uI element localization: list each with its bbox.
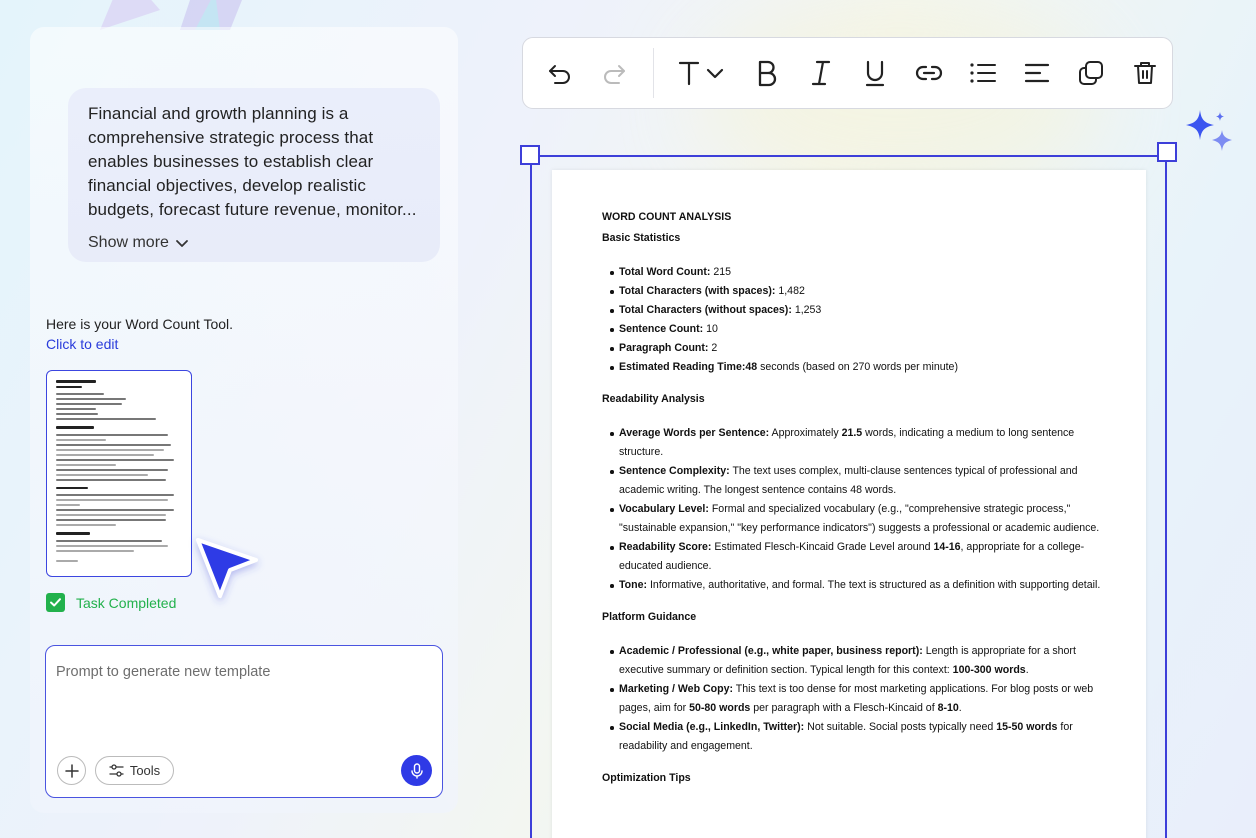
italic-icon	[809, 59, 833, 87]
reply-text: Here is your Word Count Tool.	[46, 316, 234, 332]
list-item: Average Words per Sentence: Approximately 21.5 words, indicating a medium to long sentence structure.	[602, 424, 1102, 462]
section-heading-platform-guidance: Platform Guidance	[602, 611, 697, 623]
list-item: Tone: Informative, authoritative, and formal. The text is structured as a definition with supporting detail.	[602, 576, 1102, 595]
list-item: Marketing / Web Copy: This text is too dense for most marketing applications. For blog posts or web pages, aim for 50-80 words per paragraph with a Flesch-Kincaid of 8-10.	[602, 680, 1102, 718]
bold-icon	[755, 59, 779, 87]
bold-button[interactable]	[752, 58, 782, 88]
list-item: Total Characters (with spaces): 1,482	[602, 282, 1102, 301]
trash-icon	[1133, 60, 1157, 86]
pointer-cursor-icon	[188, 530, 268, 610]
document-title: WORD COUNT ANALYSIS	[602, 211, 732, 223]
link-icon	[915, 63, 943, 83]
undo-button[interactable]	[545, 58, 575, 88]
text-style-icon	[676, 59, 732, 87]
resize-handle-top-left[interactable]	[520, 145, 540, 165]
plus-icon	[65, 764, 79, 778]
list-item: Total Word Count: 215	[602, 263, 1102, 282]
italic-button[interactable]	[806, 58, 836, 88]
undo-icon	[546, 61, 574, 85]
bullet-list-icon	[969, 62, 997, 84]
chevron-down-icon	[175, 236, 189, 250]
underline-icon	[863, 59, 887, 87]
add-button[interactable]	[57, 756, 86, 785]
document-thumbnail[interactable]	[46, 370, 192, 577]
duplicate-button[interactable]	[1076, 58, 1106, 88]
sliders-icon	[109, 764, 124, 777]
toolbar-divider	[653, 48, 654, 98]
list-item: Vocabulary Level: Formal and specialized vocabulary (e.g., "comprehensive strategic process," "sustainable expansion," "key performance indicators") suggests a professional or academic audience.	[602, 500, 1102, 538]
link-button[interactable]	[914, 58, 944, 88]
bullet-list-button[interactable]	[968, 58, 998, 88]
list-item: Readability Score: Estimated Flesch-Kincaid Grade Level around 14-16, appropriate for a college-educated audience.	[602, 538, 1102, 576]
section-heading-basic-statistics: Basic Statistics	[602, 232, 681, 244]
selection-frame	[530, 155, 1167, 838]
list-item: Sentence Count: 10	[602, 320, 1102, 339]
section-heading-readability: Readability Analysis	[602, 393, 705, 405]
task-status-label: Task Completed	[76, 594, 177, 611]
align-left-icon	[1024, 63, 1050, 83]
resize-handle-top-right[interactable]	[1157, 142, 1177, 162]
prompt-input[interactable]	[56, 664, 431, 734]
decorative-shape	[80, 0, 250, 30]
list-item: Paragraph Count: 2	[602, 339, 1102, 358]
align-left-button[interactable]	[1022, 58, 1052, 88]
list-item: Estimated Reading Time:48 seconds (based on 270 words per minute)	[602, 358, 1102, 377]
edit-link[interactable]: Click to edit	[46, 336, 119, 352]
underline-button[interactable]	[860, 58, 890, 88]
duplicate-icon	[1078, 60, 1104, 86]
list-item: Sentence Complexity: The text uses complex, multi-clause sentences typical of professional and academic writing. The longest sentence contains 48 words.	[602, 462, 1102, 500]
microphone-icon	[410, 763, 424, 779]
delete-button[interactable]	[1130, 58, 1160, 88]
editor-toolbar	[522, 37, 1173, 109]
list-item: Social Media (e.g., LinkedIn, Twitter): Not suitable. Social posts typically need 15-50 words for readability and engagement.	[602, 718, 1102, 756]
message-summary: Financial and growth planning is a comprehensive strategic process that enables businesses to establish clear financial objectives, develop realistic budgets, forecast future revenue, monitor...	[88, 104, 417, 219]
redo-button[interactable]	[599, 58, 629, 88]
checkbox-checked-icon	[46, 593, 65, 612]
task-status	[46, 593, 176, 612]
prompt-box	[45, 645, 443, 798]
sparkle-icon	[1182, 110, 1238, 158]
text-style-button[interactable]	[676, 58, 732, 88]
microphone-button[interactable]	[401, 755, 432, 786]
tools-label: Tools	[129, 763, 161, 778]
redo-icon	[600, 61, 628, 85]
list-item: Total Characters (without spaces): 1,253	[602, 301, 1102, 320]
show-more-label: Show more	[88, 234, 169, 251]
section-heading-optimization-tips: Optimization Tips	[602, 772, 691, 784]
show-more-button[interactable]	[88, 234, 418, 252]
tools-button[interactable]	[95, 756, 174, 785]
message-bubble	[68, 88, 440, 262]
list-item: Academic / Professional (e.g., white paper, business report): Length is appropriate for a short executive summary or definition section. Typical length for this context: 100-300 words.	[602, 642, 1102, 680]
